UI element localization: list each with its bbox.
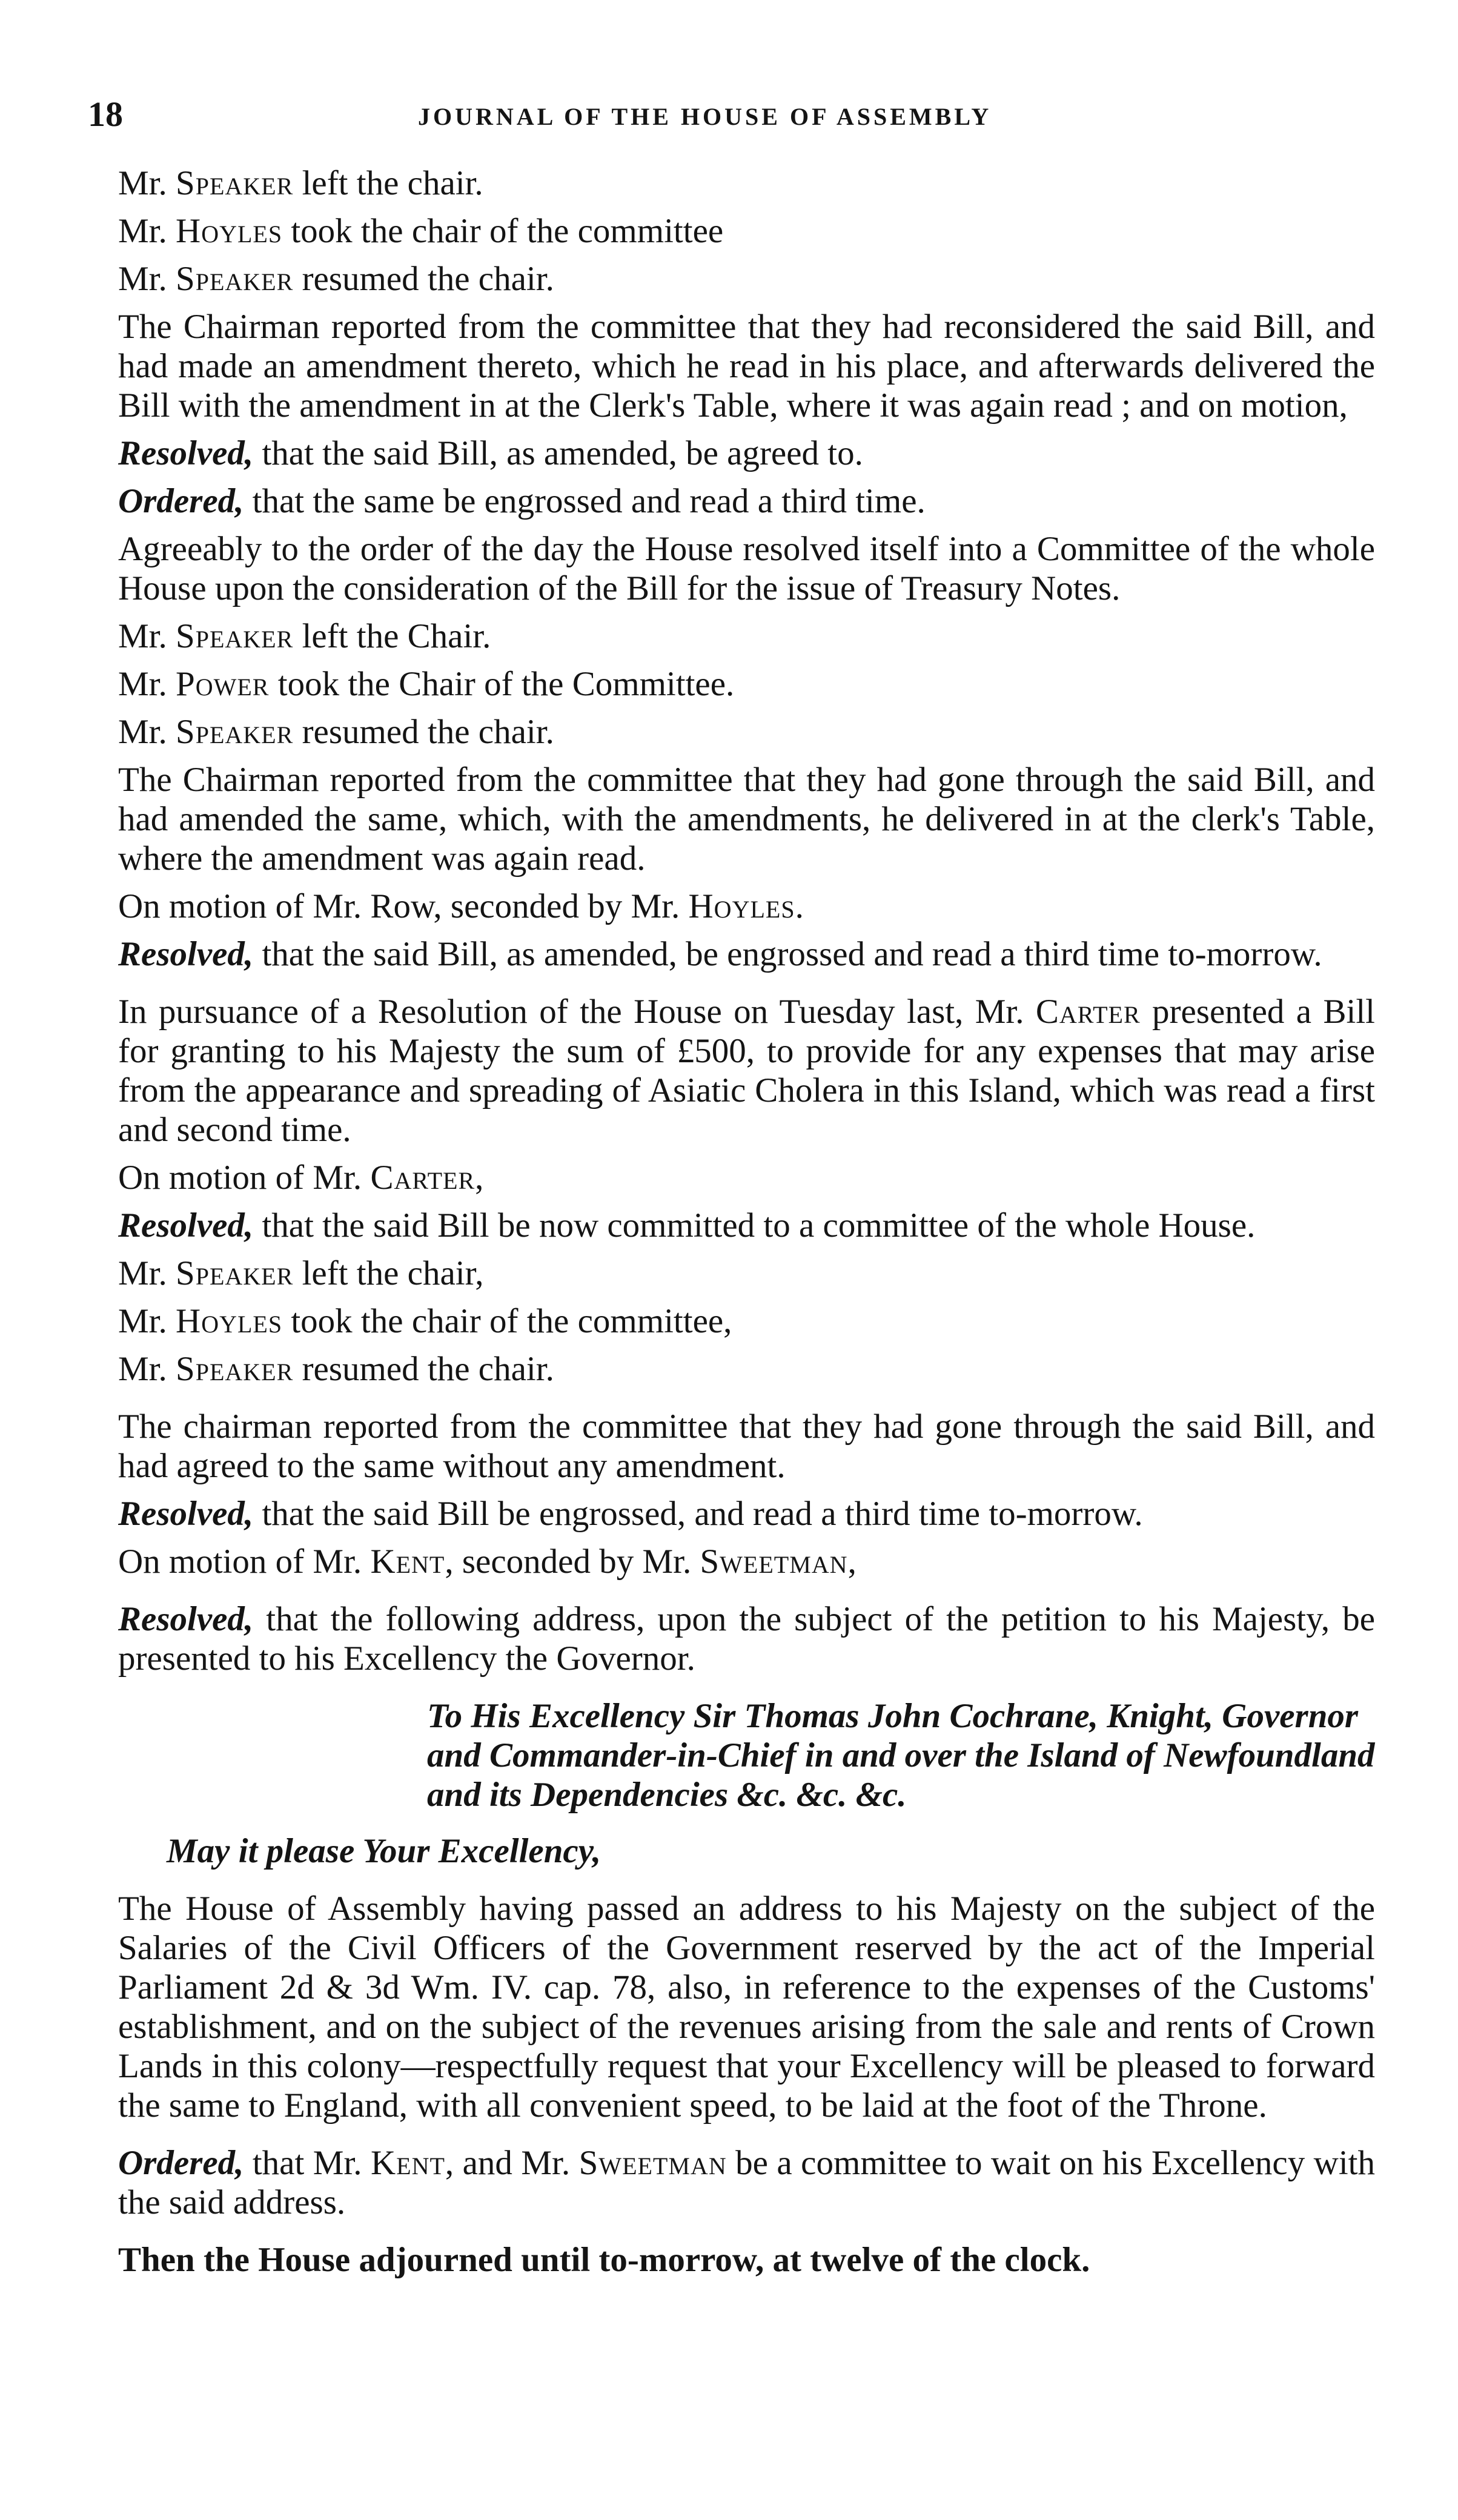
entry-chairman-report-3: The chairman reported from the committee that they had gone through the said Bill, and had agreed to the same without any amendment. xyxy=(118,1407,1375,1485)
entry-speaker-left-2: Mr. Speaker left the Chair. xyxy=(118,617,491,655)
entry-speaker-left-3: Mr. Speaker left the chair, xyxy=(118,1254,484,1292)
entry-chairman-report: The Chairman reported from the committee that they had reconsidered the said Bill, and had made an amendment thereto, which he read in his place, and afterwards delivered the Bill with the amendment in at the Clerk's Table, where it was again read ; and on motion, xyxy=(118,308,1375,425)
journal-body xyxy=(118,164,1375,2288)
entry-speaker-resumed-3: Mr. Speaker resumed the chair. xyxy=(118,1350,554,1388)
entry-resolved-agreed: Resolved, that the said Bill, as amended, be agreed to. xyxy=(118,434,863,472)
entry-speaker-resumed-2: Mr. Speaker resumed the chair. xyxy=(118,713,554,751)
page-number: 18 xyxy=(88,94,123,134)
address-body: The House of Assembly having passed an address to his Majesty on the subject of the Salaries of the Civil Officers of the Government reserved by the act of the Imperial Parliament 2d & 3d Wm. IV. cap. 78, also, in reference to the expenses of the Customs' establishment, and on the subject of the revenues arising from the sale and rents of Crown Lands in this colony—respectfully request that your Excellency will be pleased to forward the same to England, with all convenient speed, to be laid at the foot of the Throne. xyxy=(118,1890,1375,2125)
entry-resolved-tomorrow: Resolved, that the said Bill, as amended, be engrossed and read a third time to-morrow. xyxy=(118,935,1322,973)
running-head: JOURNAL OF THE HOUSE OF ASSEMBLY xyxy=(418,103,992,130)
page-header xyxy=(88,94,1370,136)
entry-motion-carter: On motion of Mr. Carter, xyxy=(118,1159,484,1197)
salutation: May it please Your Excellency, xyxy=(167,1832,601,1870)
entry-power-chair: Mr. Power took the Chair of the Committee. xyxy=(118,665,735,703)
entry-speaker-resumed: Mr. Speaker resumed the chair. xyxy=(118,260,554,298)
entry-resolved-third-time: Resolved, that the said Bill be engrossed, and read a third time to-morrow. xyxy=(118,1495,1143,1533)
entry-chairman-report-2: The Chairman reported from the committee that they had gone through the said Bill, and had amended the same, which, with the amendments, he delivered in at the clerk's Table, where the amendment was again read. xyxy=(118,761,1375,878)
entry-resolved-committed: Resolved, that the said Bill be now committed to a committee of the whole House. xyxy=(118,1206,1256,1245)
entry-motion-kent: On motion of Mr. Kent, seconded by Mr. Sweetman, xyxy=(118,1543,857,1581)
entry-ordered-engrossed: Ordered, that the same be engrossed and read a third time. xyxy=(118,482,926,520)
entry-motion-row: On motion of Mr. Row, seconded by Mr. Hoyles. xyxy=(118,887,804,925)
entry-cholera-bill: In pursuance of a Resolution of the House on Tuesday last, Mr. Carter presented a Bill for granting to his Majesty the sum of £500, to provide for any expenses that may arise from the appearance and spreading of Asiatic Cholera in this Island, which was read a first and second time. xyxy=(118,993,1375,1149)
address-to-governor: To His Excellency Sir Thomas John Cochrane, Knight, Governor and Commander-in-Chief in and over the Island of Newfoundland and its Dependencies &c. &c. &c. xyxy=(427,1697,1375,1814)
entry-adjourned: Then the House adjourned until to-morrow, at twelve of the clock. xyxy=(118,2241,1090,2279)
entry-speaker-left: Mr. Speaker left the chair. xyxy=(118,164,483,202)
entry-resolved-address: Resolved, that the following address, upon the subject of the petition to his Majesty, be presented to his Excellency the Governor. xyxy=(118,1600,1375,1678)
entry-hoyles-chair: Mr. Hoyles took the chair of the committee xyxy=(118,212,724,250)
entry-hoyles-chair-2: Mr. Hoyles took the chair of the committee, xyxy=(118,1302,732,1340)
entry-ordered-committee: Ordered, that Mr. Kent, and Mr. Sweetman be a committee to wait on his Excellency with the said address. xyxy=(118,2144,1375,2221)
entry-treasury-notes: Agreeably to the order of the day the House resolved itself into a Committee of the whole House upon the consideration of the Bill for the issue of Treasury Notes. xyxy=(118,530,1375,607)
